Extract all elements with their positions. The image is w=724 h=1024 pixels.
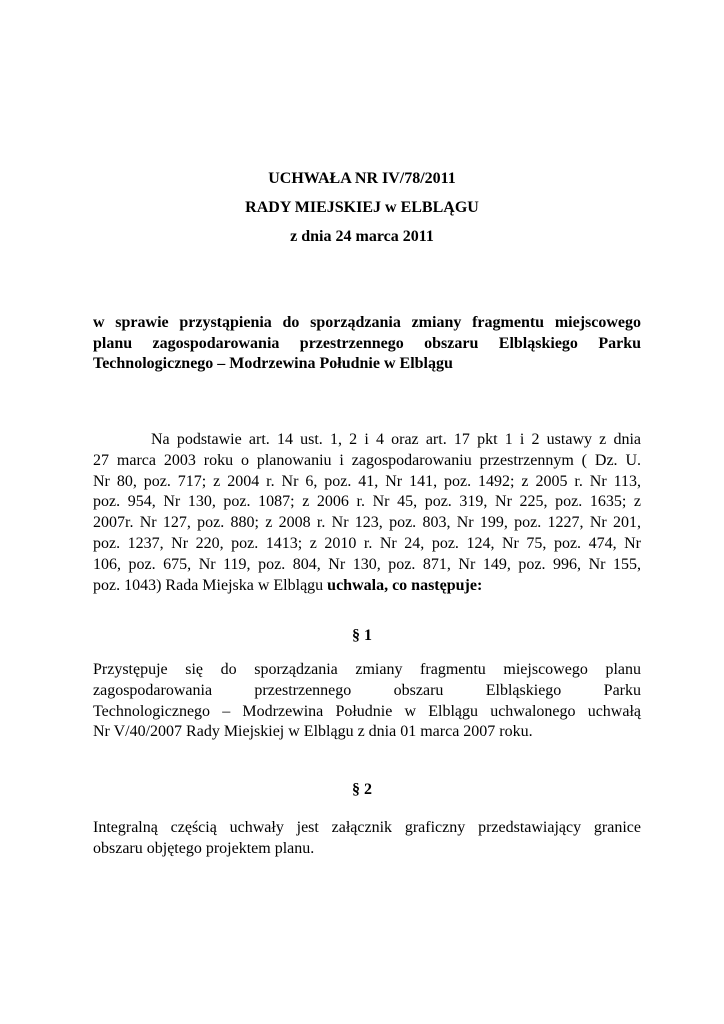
section-2-line: obszaru objętego projektem planu. — [93, 839, 315, 857]
legal-basis-line: poz. 954, Nr 130, poz. 1087; z 2006 r. Nr 45, poz. 319, Nr 225, poz. 1635; z — [93, 493, 641, 511]
legal-basis-line: 106, poz. 675, Nr 119, poz. 804, Nr 130, poz. 871, Nr 149, poz. 996, Nr 155, — [93, 555, 641, 573]
section-1-paragraph — [93, 660, 641, 743]
section-1-line: Technologicznego – Modrzewina Południe w Elblągu uchwalonego uchwałą — [93, 702, 641, 720]
enacting-clause: uchwala, co następuje: — [327, 576, 483, 594]
council-name: RADY MIEJSKIEJ w ELBLĄGU — [245, 199, 479, 216]
subject-line: planu zagospodarowania przestrzennego obszaru Elbląskiego Parku — [93, 334, 641, 352]
section-1-line: Przystępuje się do sporządzania zmiany fragmentu miejscowego planu — [93, 661, 641, 678]
legal-basis-line: 27 marca 2003 roku o planowaniu i zagospodarowaniu przestrzennym ( Dz. U. — [93, 451, 641, 469]
section-2-line: Integralną częścią uchwały jest załącznik graficzny przedstawiający granice — [93, 819, 641, 836]
legal-basis-paragraph — [93, 430, 641, 596]
section-1-mark: § 1 — [352, 627, 372, 644]
legal-basis-text: Na podstawie art. 14 ust. 1, 2 i 4 oraz art. 17 pkt 1 i 2 ustawy z dnia — [151, 431, 641, 448]
resolution-title: UCHWAŁA NR IV/78/2011 — [268, 170, 456, 187]
legal-basis-line: poz. 1237, Nr 220, poz. 1413; z 2010 r. Nr 24, poz. 124, Nr 75, poz. 474, Nr — [93, 534, 641, 552]
section-1-line: zagospodarowania przestrzennego obszaru Elbląskiego Parku — [93, 681, 641, 699]
legal-basis-line — [93, 430, 641, 451]
resolution-subject — [93, 313, 641, 375]
resolution-date: z dnia 24 marca 2011 — [290, 228, 434, 245]
section-2-mark: § 2 — [352, 781, 372, 798]
legal-basis-text: poz. 1043) Rada Miejska w Elblągu — [93, 576, 328, 594]
legal-basis-line: 2007r. Nr 127, poz. 880; z 2008 r. Nr 123, poz. 803, Nr 199, poz. 1227, Nr 201, — [93, 514, 641, 532]
subject-line: Technologicznego – Modrzewina Południe w Elblągu — [93, 355, 453, 372]
section-1-line: Nr V/40/2007 Rady Miejskiej w Elblągu z dnia 01 marca 2007 roku. — [93, 723, 533, 741]
subject-line: w sprawie przystąpienia do sporządzania zmiany fragmentu miejscowego — [93, 314, 641, 331]
section-2-paragraph — [93, 818, 641, 860]
legal-basis-line: Nr 80, poz. 717; z 2004 r. Nr 6, poz. 41, Nr 141, poz. 1492; z 2005 r. Nr 113, — [93, 472, 641, 490]
legal-basis-final-line — [93, 576, 641, 597]
